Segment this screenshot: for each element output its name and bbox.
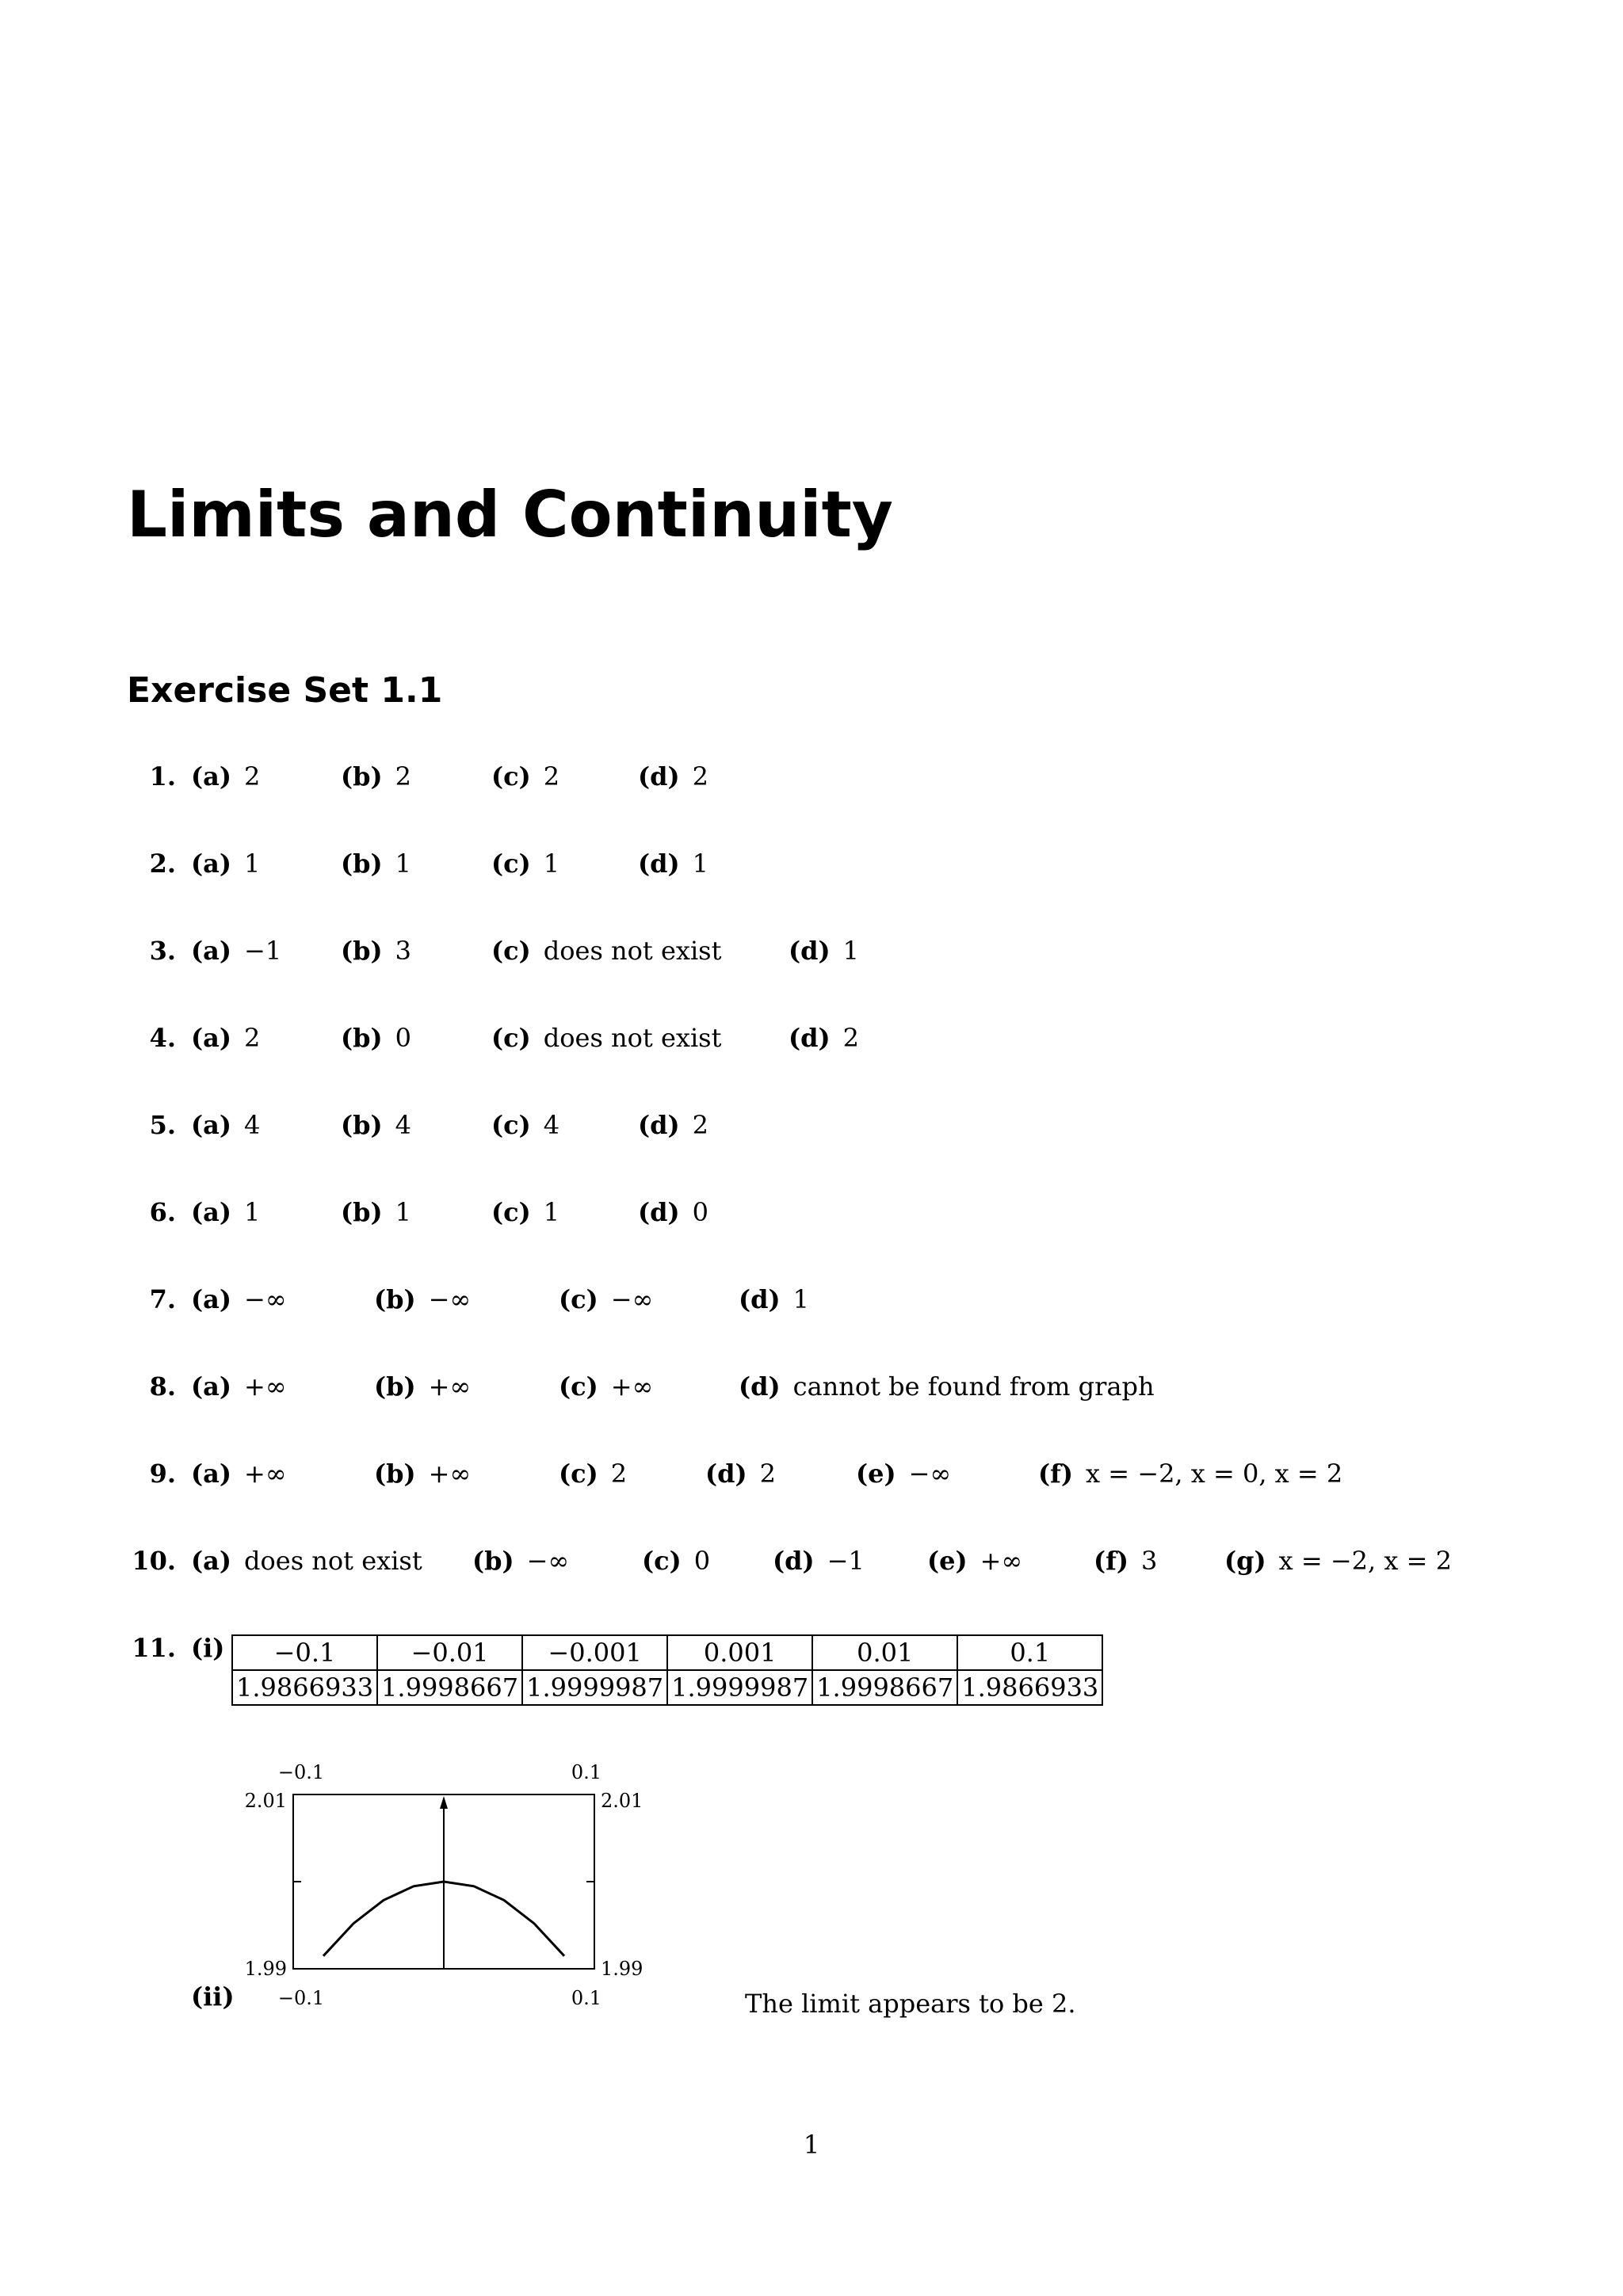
answer-part (1038, 1458, 1342, 1489)
answer-part (191, 1283, 286, 1315)
answer-part (191, 1458, 286, 1489)
table-cell-x: 0.1 (957, 1635, 1102, 1670)
part-label: (b) (341, 1023, 383, 1053)
part-label: (b) (374, 1459, 416, 1489)
x-tick-label-bottom-left: −0.1 (277, 1987, 325, 2009)
part-label: (a) (191, 1023, 232, 1053)
exercise-number: 3. (149, 936, 176, 966)
answer-value: 4 (543, 1110, 560, 1140)
answer-part (927, 1545, 1022, 1577)
answer-value: 0 (395, 1023, 412, 1053)
exercise-number: 9. (149, 1459, 176, 1489)
answer-part (191, 1022, 260, 1054)
exercise-number: 10. (132, 1546, 176, 1576)
answer-part (491, 1109, 559, 1141)
answer-part (374, 1458, 471, 1489)
part-label: (c) (559, 1459, 598, 1489)
answer-value: −1 (827, 1546, 865, 1576)
part-label: (a) (191, 761, 232, 791)
part-label: (c) (491, 936, 531, 966)
answer-value: 2 (543, 761, 560, 791)
answer-part (856, 1458, 951, 1489)
exercise-number: 6. (149, 1197, 176, 1227)
part-label: (d) (789, 1023, 831, 1053)
answer-part (739, 1283, 809, 1315)
part-label: (b) (341, 1110, 383, 1140)
part-label: (a) (191, 1371, 232, 1402)
answer-value: +∞ (610, 1371, 654, 1402)
answer-value: 2 (244, 761, 261, 791)
table-cell-y: 1.9999987 (667, 1670, 812, 1705)
answer-value: +∞ (244, 1459, 287, 1489)
part-label: (c) (491, 1197, 531, 1227)
answer-part (638, 1109, 708, 1141)
values-table (231, 1634, 1103, 1706)
y-tick-label-left-top: 2.01 (244, 1790, 287, 1812)
table-cell-x: 0.01 (812, 1635, 957, 1670)
exercise-number: 5. (149, 1110, 176, 1140)
answer-part (1094, 1545, 1157, 1577)
answer-value: 1 (692, 849, 709, 879)
answer-part (191, 1371, 286, 1402)
y-tick-label-left-bottom: 1.99 (244, 1958, 287, 1980)
part-label: (c) (491, 1110, 531, 1140)
part-label: (e) (927, 1546, 968, 1576)
section-title: Exercise Set 1.1 (127, 670, 443, 711)
answer-part (191, 761, 260, 792)
answer-value: x = −2, x = 2 (1278, 1546, 1452, 1576)
answer-value: 1 (244, 1197, 261, 1227)
part-label: (b) (341, 1197, 383, 1227)
part-label: (a) (191, 1546, 232, 1576)
part-label: (b) (374, 1284, 416, 1314)
part-label: (f) (1094, 1546, 1129, 1576)
part-label: (d) (638, 849, 680, 879)
answer-part (341, 1109, 411, 1141)
answer-value: 3 (1141, 1546, 1158, 1576)
part-label: (e) (856, 1459, 896, 1489)
answer-part (341, 1022, 411, 1054)
exercise-number: 1. (149, 761, 176, 791)
table-cell-y: 1.9998667 (812, 1670, 957, 1705)
answer-value: −∞ (428, 1284, 472, 1314)
answer-value: 2 (842, 1023, 860, 1053)
answer-part (559, 1371, 653, 1402)
answer-value: 1 (543, 1197, 560, 1227)
answer-value: 4 (395, 1110, 412, 1140)
answer-value: 2 (395, 761, 412, 791)
part-label: (c) (491, 849, 531, 879)
answer-value: 1 (842, 936, 860, 966)
exercise-number: 4. (149, 1023, 176, 1053)
part-label: (a) (191, 936, 232, 966)
table-cell-x: 0.001 (667, 1635, 812, 1670)
answer-part (1224, 1545, 1452, 1577)
part-label: (ii) (191, 1981, 235, 2012)
answer-value: 2 (759, 1459, 777, 1489)
answer-value: −∞ (908, 1459, 952, 1489)
table-cell-x: −0.01 (377, 1635, 522, 1670)
part-label: (a) (191, 1459, 232, 1489)
answer-value: does not exist (244, 1546, 422, 1576)
answer-value: −1 (244, 936, 282, 966)
answer-value: −∞ (244, 1284, 287, 1314)
part-label: (a) (191, 1284, 232, 1314)
answer-part (341, 935, 411, 967)
part-label: (c) (642, 1546, 682, 1576)
answer-part (789, 1022, 859, 1054)
part-label: (d) (773, 1546, 815, 1576)
answer-part (642, 1545, 710, 1577)
part-label: (c) (491, 1023, 531, 1053)
limit-conclusion: The limit appears to be 2. (745, 1989, 1076, 2019)
answer-part (191, 1109, 260, 1141)
answer-part (472, 1545, 569, 1577)
answer-value: 1 (792, 1284, 810, 1314)
answer-value: 1 (395, 849, 412, 879)
answer-part (773, 1545, 865, 1577)
part-label: (b) (472, 1546, 514, 1576)
exercise-number: 8. (149, 1371, 176, 1402)
answer-part (491, 1022, 721, 1054)
table-row-x (232, 1635, 1102, 1670)
part-label: (i) (191, 1633, 225, 1663)
part-label: (d) (638, 1110, 680, 1140)
part-label: (a) (191, 849, 232, 879)
answer-value: +∞ (428, 1459, 472, 1489)
part-label: (c) (559, 1371, 598, 1402)
answer-value: cannot be found from graph (792, 1371, 1155, 1402)
y-tick-label-right-bottom: 1.99 (601, 1958, 643, 1980)
answer-value: 2 (692, 1110, 709, 1140)
part-label: (b) (374, 1371, 416, 1402)
answer-part (191, 935, 281, 967)
answer-value: 4 (244, 1110, 261, 1140)
answer-part (341, 1196, 411, 1228)
answer-value: 0 (693, 1546, 711, 1576)
x-tick-label-bottom-right: 0.1 (571, 1987, 602, 2009)
answer-part (374, 1283, 471, 1315)
table-cell-y: 1.9998667 (377, 1670, 522, 1705)
answer-part (341, 848, 411, 879)
answer-value: does not exist (543, 1023, 722, 1053)
answer-value: 1 (244, 849, 261, 879)
answer-part (491, 1196, 559, 1228)
answer-value: +∞ (428, 1371, 472, 1402)
answer-value: 3 (395, 936, 412, 966)
answer-value: −∞ (526, 1546, 570, 1576)
answer-part (705, 1458, 776, 1489)
answer-part (638, 848, 708, 879)
part-label: (a) (191, 1110, 232, 1140)
part-label: (d) (638, 761, 680, 791)
answer-part (374, 1371, 471, 1402)
answer-value: +∞ (980, 1546, 1023, 1576)
table-row-y (232, 1670, 1102, 1705)
part-label: (f) (1038, 1459, 1074, 1489)
answer-value: 0 (692, 1197, 709, 1227)
function-graph (230, 1751, 674, 2012)
answer-part (638, 1196, 708, 1228)
y-axis-arrow (440, 1796, 448, 1809)
exercise-number: 7. (149, 1284, 176, 1314)
x-tick-label-top-right: 0.1 (571, 1761, 602, 1783)
table-cell-x: −0.1 (232, 1635, 377, 1670)
exercise-number: 11. (132, 1633, 176, 1663)
part-label: (d) (789, 936, 831, 966)
y-tick-label-right-top: 2.01 (601, 1790, 643, 1812)
part-label: (a) (191, 1197, 232, 1227)
table-cell-y: 1.9866933 (957, 1670, 1102, 1705)
answer-value: 2 (244, 1023, 261, 1053)
part-label: (b) (341, 849, 383, 879)
answer-part (638, 761, 708, 792)
answer-value: 1 (395, 1197, 412, 1227)
part-label: (b) (341, 761, 383, 791)
answer-part (191, 1545, 422, 1577)
part-label: (d) (739, 1371, 781, 1402)
page-number: 1 (803, 2130, 820, 2160)
chapter-title: Limits and Continuity (127, 478, 893, 551)
answer-part (341, 761, 411, 792)
part-label: (b) (341, 936, 383, 966)
table-cell-y: 1.9999987 (522, 1670, 667, 1705)
part-label: (g) (1224, 1546, 1266, 1576)
table-cell-x: −0.001 (522, 1635, 667, 1670)
part-label: (d) (638, 1197, 680, 1227)
answer-value: 2 (692, 761, 709, 791)
x-tick-label-top-left: −0.1 (277, 1761, 325, 1783)
answer-value: 1 (543, 849, 560, 879)
answer-part (559, 1283, 653, 1315)
answer-part (491, 848, 559, 879)
graph-figure (230, 1751, 674, 2016)
exercise-number: 2. (149, 849, 176, 879)
answer-part (191, 1196, 260, 1228)
answer-value: 2 (610, 1459, 628, 1489)
answer-part (789, 935, 859, 967)
answer-value: x = −2, x = 0, x = 2 (1086, 1459, 1343, 1489)
answer-value: +∞ (244, 1371, 287, 1402)
part-label: (d) (705, 1459, 747, 1489)
part-label: (c) (559, 1284, 598, 1314)
answer-part (559, 1458, 627, 1489)
answer-part (739, 1371, 1155, 1402)
part-label: (d) (739, 1284, 781, 1314)
table-cell-y: 1.9866933 (232, 1670, 377, 1705)
answer-part (491, 935, 721, 967)
answer-part (191, 848, 260, 879)
answer-value: does not exist (543, 936, 722, 966)
answer-part (491, 761, 559, 792)
answer-value: −∞ (610, 1284, 654, 1314)
part-label: (c) (491, 761, 531, 791)
